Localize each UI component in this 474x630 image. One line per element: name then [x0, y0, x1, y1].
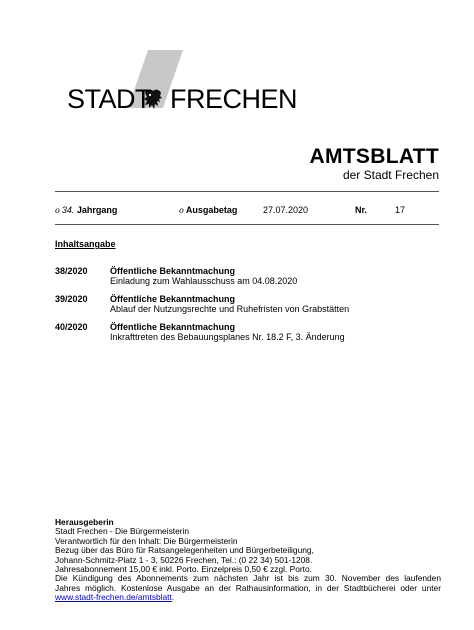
date-value: 27.07.2020 [263, 205, 309, 215]
toc-heading: Inhaltsangabe [55, 239, 116, 249]
divider-bottom [55, 224, 439, 225]
toc-item-title: Öffentliche Bekanntmachung [110, 322, 236, 332]
toc-item-number: 38/2020 [55, 266, 88, 276]
page-title: AMTSBLATT [309, 145, 439, 168]
toc-item [55, 266, 439, 292]
toc-item-title: Öffentliche Bekanntmachung [110, 294, 236, 304]
date-label: Ausgabetag [185, 205, 238, 215]
link-suffix: . [171, 592, 175, 603]
issue-value: 17 [395, 205, 406, 215]
toc-item [55, 294, 439, 320]
date-label-wrap [179, 205, 237, 215]
publisher-link-line [55, 593, 441, 602]
publisher-info [55, 518, 441, 603]
logo-slash-graphic [0, 0, 474, 140]
publisher-line: Jahres möglich. Kostenlose Ausgabe an der Rathausinformation, in der Stadtbücherei oder unter [55, 582, 441, 593]
logo-text-stadt: STADT [67, 84, 151, 114]
bullet-circle-icon: o [179, 206, 184, 215]
publisher-line: Verantwortlich für den Inhalt: Die Bürgermeisterin [55, 535, 238, 546]
publisher-line: Bezug über das Büro für Ratsangelegenheiten und Bürgerbeteiligung, [55, 545, 314, 556]
logo-text-frechen: FRECHEN [170, 84, 298, 114]
publisher-heading: Herausgeberin [55, 517, 114, 527]
toc-item-description: Inkrafttreten des Bebauungsplanes Nr. 18.2 F, 3. Änderung [110, 332, 345, 342]
toc-item-description: Einladung zum Wahlausschuss am 04.08.2020 [110, 276, 298, 286]
volume-info [55, 205, 117, 215]
toc-item-description: Ablauf der Nutzungsrechte und Ruhefristen von Grabstätten [110, 304, 350, 314]
divider-top [55, 191, 439, 192]
toc-item-number: 40/2020 [55, 322, 88, 332]
toc-item-number: 39/2020 [55, 294, 88, 304]
page-subtitle: der Stadt Frechen [342, 168, 439, 182]
publisher-line: Jahresabonnement 15,00 € inkl. Porto. Einzelpreis 0,50 € zzgl. Porto. [55, 564, 312, 575]
volume-label: Jahrgang [76, 205, 118, 215]
issue-label: Nr. [355, 205, 368, 215]
publisher-line: Die Kündigung des Abonnements zum nächsten Jahr ist bis zum 30. November des laufenden [55, 573, 441, 584]
toc-item-title: Öffentliche Bekanntmachung [110, 266, 236, 276]
volume-number: 34. [61, 205, 75, 215]
toc-item [55, 322, 439, 348]
amtsblatt-link[interactable]: www.stadt-frechen.de/amtsblatt [55, 592, 172, 603]
publisher-line: Johann-Schmitz-Platz 1 - 3, 50226 Frechen, Tel.: (0 22 34) 501-1208. [55, 554, 313, 565]
publisher-line: Stadt Frechen - Die Bürgermeisterin [55, 526, 190, 537]
issue-meta-row [55, 205, 439, 219]
city-logo [0, 0, 474, 140]
bullet-circle-icon: o [55, 206, 60, 215]
